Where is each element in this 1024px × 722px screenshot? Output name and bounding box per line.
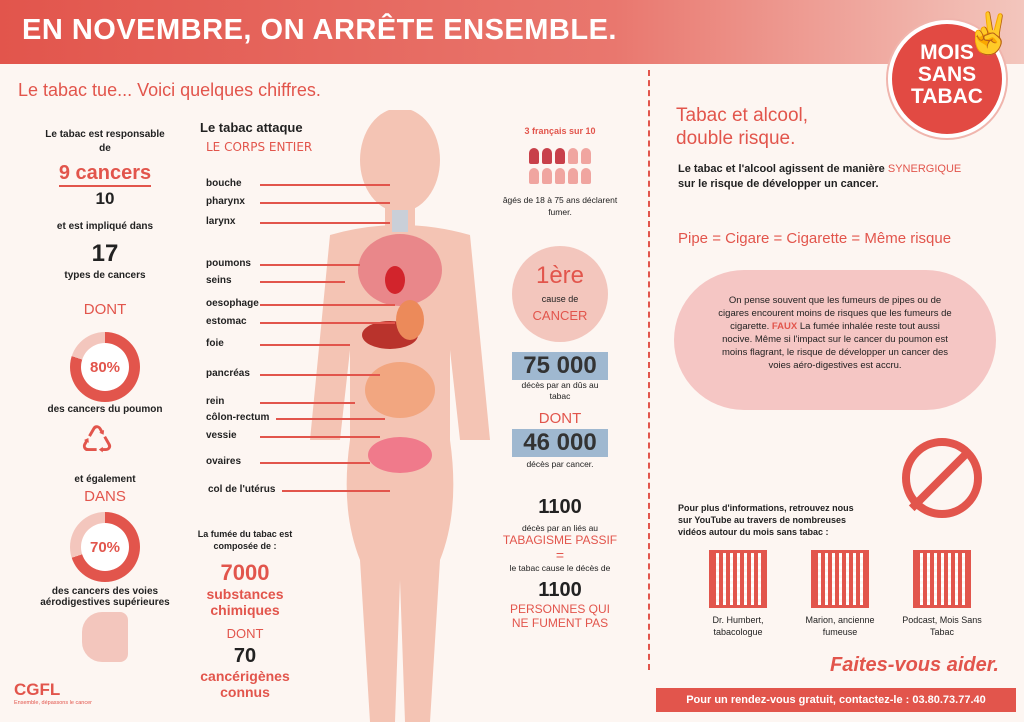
logo-line-1: MOIS [920, 41, 974, 64]
person-icon [568, 168, 578, 184]
deaths-stats [512, 352, 608, 469]
body-label: rein [206, 396, 225, 407]
text: substances chimiques [206, 586, 284, 618]
body-label-line [276, 418, 385, 420]
dont-label: DONT [226, 626, 264, 641]
lungs-icon: ♺ [80, 420, 115, 462]
qr-item[interactable] [792, 550, 888, 638]
body-label: pancréas [206, 368, 250, 379]
person-icon [581, 168, 591, 184]
text: La fumée du tabac est composée de : [197, 529, 293, 551]
body-label: larynx [206, 216, 236, 227]
text: 3 français sur 10 [524, 126, 596, 136]
person-icon [581, 148, 591, 164]
text: = [555, 547, 565, 563]
body-label-line [260, 281, 345, 283]
left-stats [40, 128, 170, 318]
no-smoking-icon [902, 438, 982, 518]
body-label-line [260, 304, 395, 306]
person-icon [568, 148, 578, 164]
stat-7000: 7000 [220, 560, 270, 585]
qr-item[interactable] [690, 550, 786, 638]
body-label-line [260, 374, 380, 376]
cta-text: Faites-vous aider. [830, 654, 999, 676]
body-label-line [260, 344, 350, 346]
text: décès par an dûs au tabac [521, 380, 599, 401]
text: et également [74, 474, 136, 485]
person-icon [555, 168, 565, 184]
myth-cloud [674, 270, 996, 410]
body-label-line [260, 202, 390, 204]
stat-75000: 75 000 [512, 352, 608, 380]
qr-row [690, 550, 990, 638]
body-label-line [282, 490, 390, 492]
qr-code[interactable] [913, 550, 971, 608]
body-title: Le tabac attaque [200, 120, 303, 135]
qr-label: Marion, ancienne fumeuse [805, 615, 875, 637]
donut-70-label: 70% [81, 523, 129, 571]
donut-70 [70, 512, 140, 582]
text: et est impliqué dans [56, 221, 154, 232]
text: PERSONNES QUI NE FUMENT PAS [509, 602, 611, 630]
text: On pense souvent que les fumeurs de pipes ou de cigares encourent moins de risques que les fumeurs de cigarette. [718, 295, 952, 332]
qr-label: Dr. Humbert, tabacologue [712, 615, 764, 637]
text: décès par an liés au [521, 523, 599, 533]
equal-risk-line: Pipe = Cigare = Cigarette = Même risque [678, 230, 952, 247]
stat-70: 70 [233, 645, 257, 667]
text: décès par cancer. [526, 459, 594, 469]
text: des cancers du poumon [47, 404, 163, 415]
dans-label: DANS [84, 488, 126, 505]
text: CANCER [532, 308, 588, 323]
text: La fumée inhalée reste tout aussi nocive. Même si l'impact sur le cancer du poumon est moins flagrant, le risque de développer un cancer des voies aéro-digestives est accru. [721, 321, 949, 371]
body-label-line [260, 436, 380, 438]
text: FAUX [771, 321, 798, 332]
smoke-stats [185, 528, 305, 700]
stat-9-cancers: 9 cancers [59, 162, 151, 187]
body-label-line [260, 402, 355, 404]
contact-footer: Pour un rendez-vous gratuit, contactez-le : 03.80.73.77.40 [656, 688, 1016, 712]
donut-80 [70, 332, 140, 402]
stat-1100: 1100 [538, 496, 582, 518]
person-icon [542, 148, 552, 164]
text: Le tabac est responsable de [45, 129, 165, 154]
text: cause de [541, 294, 579, 304]
body-label: col de l'utérus [208, 484, 276, 495]
text: sur le risque de développer un cancer. [678, 178, 879, 190]
body-label-line [260, 264, 360, 266]
stat-10: 10 [95, 189, 115, 208]
person-icon [529, 148, 539, 164]
victory-hand-icon: ✌ [964, 12, 1014, 56]
page-title: EN NOVEMBRE, ON ARRÊTE ENSEMBLE. [22, 14, 617, 46]
body-label-line [260, 462, 370, 464]
body-label: seins [206, 275, 232, 286]
text: des cancers des voies aérodigestives supérieures [40, 586, 170, 608]
text: SYNERGIQUE [887, 163, 962, 175]
passive-stats [500, 496, 620, 630]
text: le tabac cause le décès de [509, 563, 611, 573]
dont-label: DONT [538, 410, 582, 427]
body-label: pharynx [206, 196, 245, 207]
qr-code[interactable] [709, 550, 767, 608]
body-label: poumons [206, 258, 251, 269]
donut-80-label: 80% [81, 343, 129, 391]
body-label-line [260, 184, 390, 186]
logo-line-2: SANS [917, 63, 977, 86]
body-label: estomac [206, 316, 247, 327]
stat-17: 17 [91, 240, 119, 267]
brand-name: CGFL [14, 680, 61, 699]
stat-1ere: 1ère [535, 262, 585, 289]
person-icon [529, 168, 539, 184]
person-icon [555, 148, 565, 164]
text: cancérigènes connus [200, 668, 290, 700]
text: TABAGISME PASSIF [502, 533, 618, 547]
text: Le tabac et l'alcool agissent de manière [678, 163, 885, 175]
people-pictogram [500, 148, 620, 184]
right-title-1: Tabac et alcool, [676, 105, 809, 126]
rank-circle [512, 246, 608, 342]
body-label-line [260, 322, 395, 324]
body-label: oesophage [206, 298, 259, 309]
body-label: foie [206, 338, 224, 349]
body-subtitle: LE CORPS ENTIER [206, 140, 313, 154]
info-text: Pour plus d'informations, retrouvez nous sur YouTube au travers de nombreuses vidéos autour du mois sans tabac : [678, 503, 854, 537]
divider [648, 70, 650, 670]
body-label-line [260, 222, 390, 224]
right-title-2: double risque. [676, 128, 796, 149]
qr-label: Podcast, Mois Sans Tabac [902, 615, 982, 637]
brand-tagline: Ensemble, dépassons le cancer [14, 700, 92, 706]
person-icon [542, 168, 552, 184]
right-title [676, 104, 808, 150]
synergy-paragraph [678, 162, 978, 192]
stat-46000: 46 000 [512, 429, 608, 457]
body-label: bouche [206, 178, 242, 189]
logo-line-3: TABAC [911, 85, 983, 108]
qr-item[interactable] [894, 550, 990, 638]
qr-code[interactable] [811, 550, 869, 608]
body-label: côlon-rectum [206, 412, 270, 423]
text: types de cancers [64, 270, 146, 281]
section-subtitle: Le tabac tue... Voici quelques chiffres. [18, 80, 321, 100]
body-label: ovaires [206, 456, 242, 467]
body-label: vessie [206, 430, 237, 441]
text: âgés de 18 à 75 ans déclarent fumer. [502, 195, 618, 217]
head-profile-icon [82, 612, 128, 662]
stat-1100-b: 1100 [538, 579, 582, 601]
dont-label: DONT [83, 301, 127, 318]
middle-stats [500, 126, 620, 218]
